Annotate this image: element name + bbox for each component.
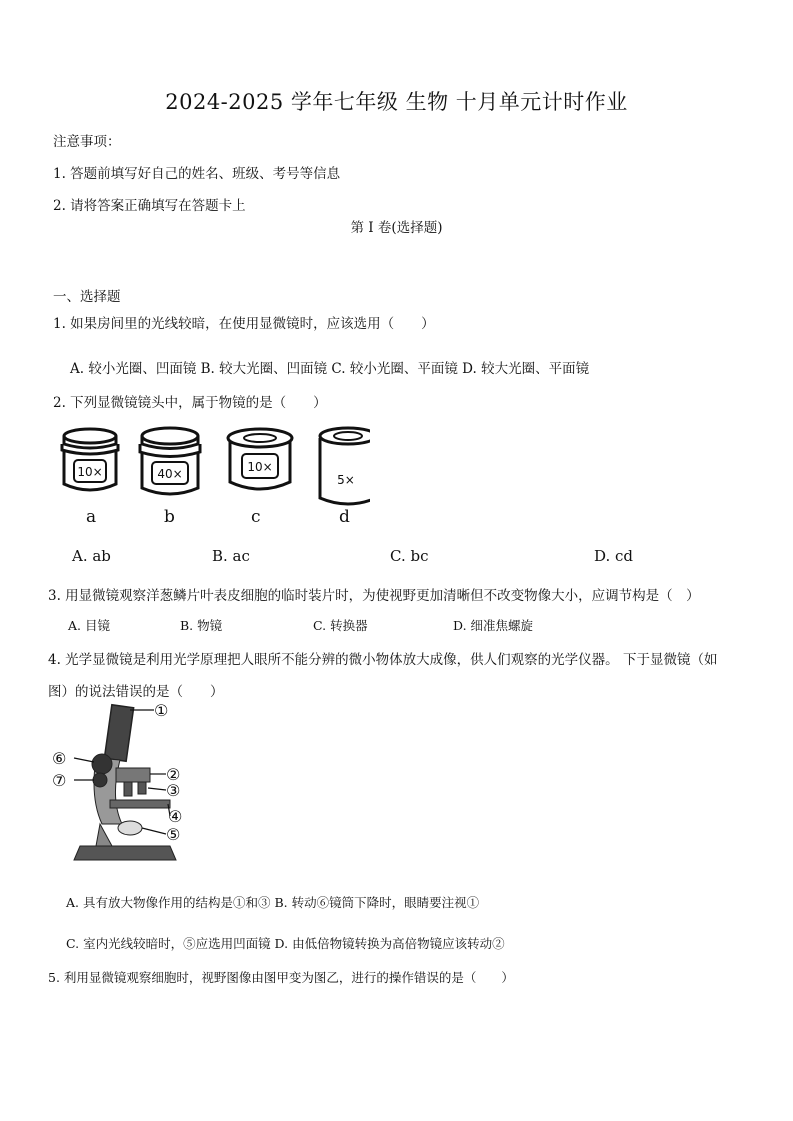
q4-stem-line2: 图）的说法错误的是（ ） — [48, 684, 224, 700]
q1-stem: 1. 如果房间里的光线较暗，在使用显微镜时，应该选用（ ） — [53, 316, 435, 332]
notes-item-1: 1. 答题前填写好自己的姓名、班级、考号等信息 — [53, 166, 341, 182]
q4-options-line2: C. 室内光线较暗时，⑤应选用凹面镜 D. 由低倍物镜转换为高倍物镜应该转动② — [66, 936, 505, 951]
q4-stem-line1: 4. 光学显微镜是利用光学原理把人眼所不能分辨的微小物体放大成像，供人们观察的光学仪器。 下于显微镜（如 — [48, 652, 718, 668]
q3-option-b: B. 物镜 — [180, 618, 223, 633]
q2-stem: 2. 下列显微镜镜头中，属于物镜的是（ ） — [53, 395, 327, 411]
lens-label-a: a — [86, 507, 97, 527]
callout-4: ④ — [168, 807, 183, 826]
q3-option-c: C. 转换器 — [313, 618, 368, 633]
callout-2: ② — [166, 765, 181, 784]
q5-stem: 5. 利用显微镜观察细胞时，视野图像由图甲变为图乙，进行的操作错误的是（ ） — [48, 970, 514, 985]
q2-option-c: C. bc — [390, 547, 429, 565]
lens-label-d: d — [339, 507, 350, 527]
microscope-figure — [50, 698, 200, 876]
volume-title: 第 I 卷(选择题) — [350, 220, 443, 236]
q3-stem: 3. 用显微镜观察洋葱鳞片叶表皮细胞的临时装片时，为使视野更加清晰但不改变物像大小，应调节构是（ ） — [48, 588, 700, 604]
lens-figure — [50, 420, 370, 530]
callout-3: ③ — [166, 781, 181, 800]
q3-option-a: A. 目镜 — [68, 618, 110, 633]
lens-label-c: c — [251, 507, 261, 527]
q2-option-b: B. ac — [212, 547, 250, 565]
lens-d-icon — [320, 428, 370, 504]
lens-a-mag: 10× — [77, 465, 103, 479]
q3-option-d: D. 细准焦螺旋 — [453, 618, 534, 633]
callout-5: ⑤ — [166, 825, 181, 844]
q1-options: A. 较小光圈、凹面镜 B. 较大光圈、凹面镜 C. 较小光圈、平面镜 D. 较大光圈、平面镜 — [70, 361, 590, 377]
notes-heading: 注意事项： — [53, 134, 121, 150]
lens-c-mag: 10× — [247, 460, 273, 474]
q4-options-line1: A. 具有放大物像作用的结构是①和③ B. 转动⑥镜筒下降时，眼睛要注视① — [66, 895, 480, 910]
lens-d-mag: 5× — [337, 473, 355, 487]
notes-item-2: 2. 请将答案正确填写在答题卡上 — [53, 198, 246, 214]
section-title: 一、选择题 — [53, 289, 121, 305]
page-title: 2024-2025 学年七年级 生物 十月单元计时作业 — [165, 90, 628, 114]
microscope-icon — [74, 705, 176, 860]
lens-a-icon — [62, 429, 118, 490]
lens-b-mag: 40× — [157, 467, 183, 481]
lens-b-icon — [140, 428, 200, 494]
q2-option-a: A. ab — [72, 547, 111, 565]
callout-6: ⑥ — [52, 749, 67, 768]
lens-c-icon — [228, 429, 292, 489]
q2-option-d: D. cd — [594, 547, 634, 565]
callout-1: ① — [154, 701, 169, 720]
lens-label-b: b — [164, 507, 175, 527]
callout-7: ⑦ — [52, 771, 67, 790]
